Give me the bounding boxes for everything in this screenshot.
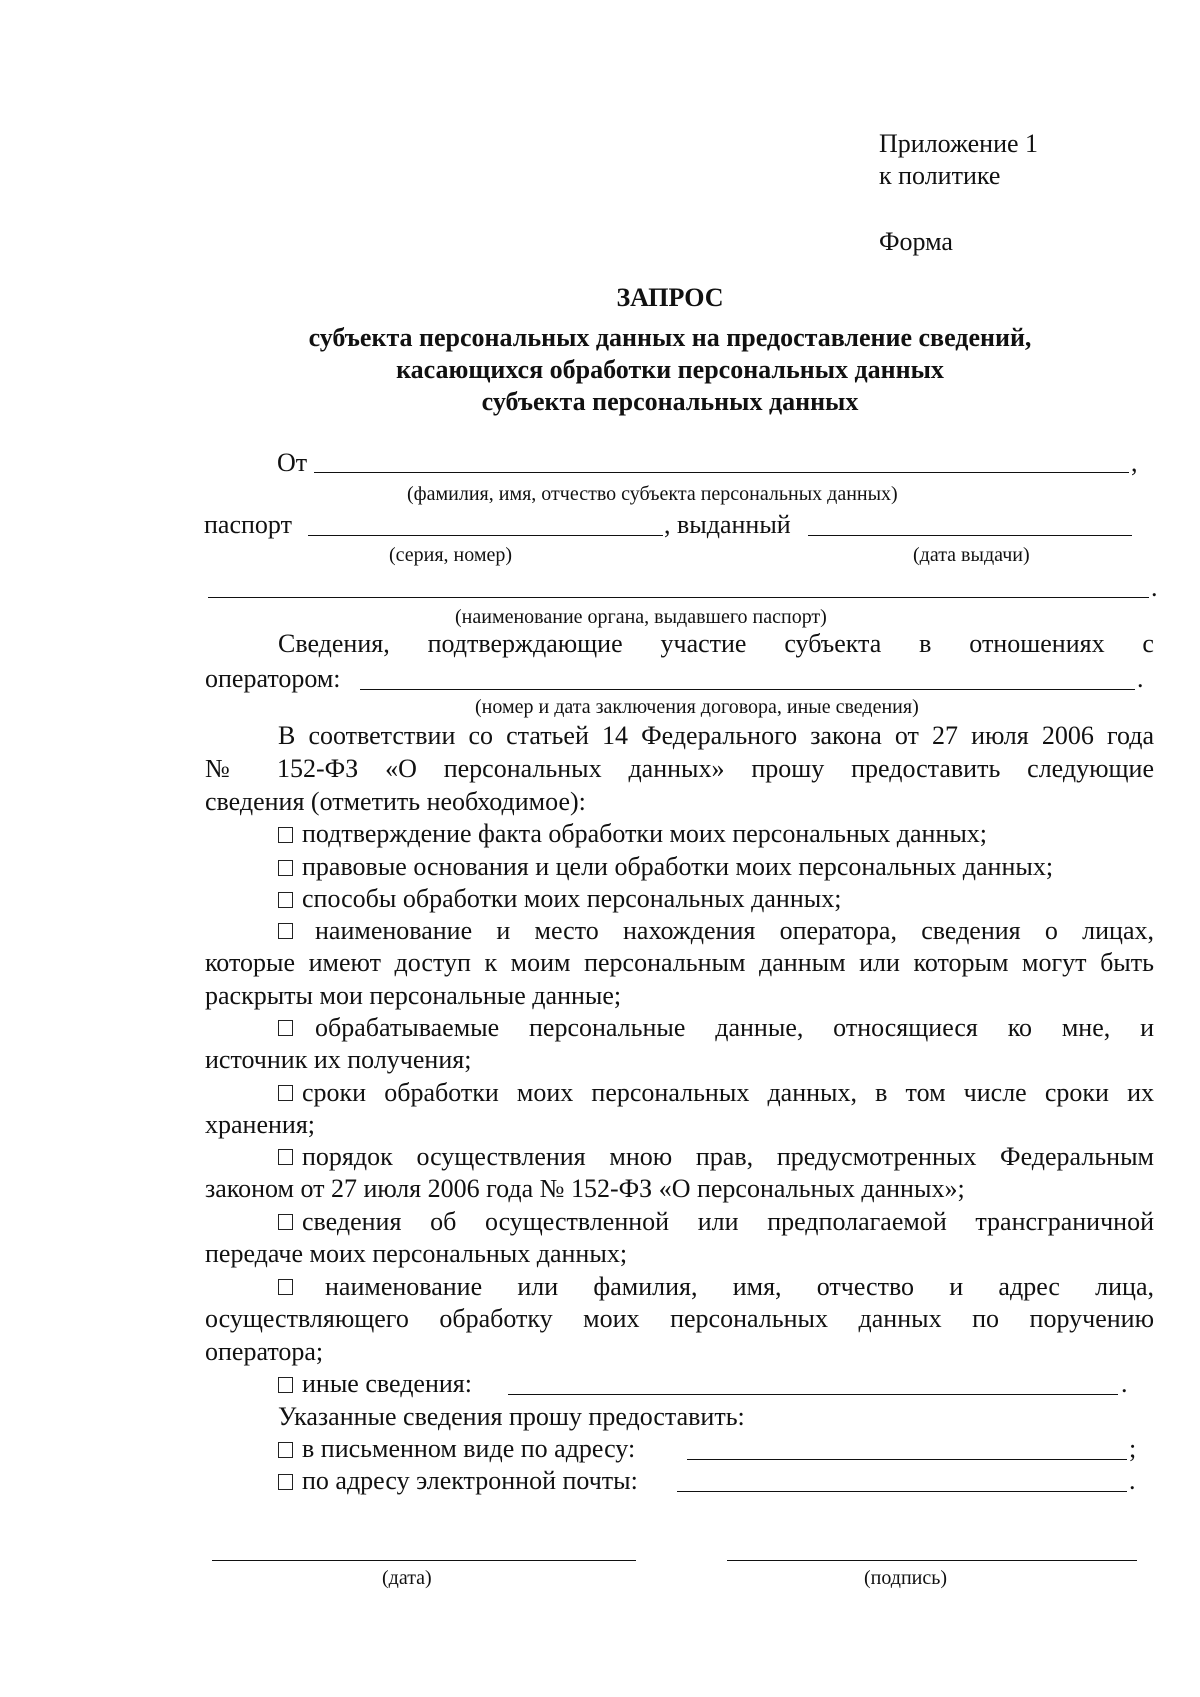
option-label: наименование и место нахождения оператора, сведения о лицах, bbox=[315, 916, 1154, 945]
policy-label: к политике bbox=[879, 161, 1001, 190]
option-label: сведения об осуществленной или предполагаемой трансграничной bbox=[302, 1207, 1154, 1236]
passport-issuer-hint: (наименование органа, выдавшего паспорт) bbox=[455, 606, 827, 628]
intro-line-1: В соответствии со статьей 14 Федерального закона от 27 июля 2006 года bbox=[278, 721, 1154, 750]
option-label: порядок осуществления мною прав, предусмотренных Федеральным bbox=[302, 1142, 1154, 1171]
checkbox[interactable] bbox=[278, 1085, 293, 1101]
other-info-end: . bbox=[1121, 1369, 1128, 1398]
option-label: иные сведения: bbox=[302, 1369, 472, 1398]
intro-line-3: сведения (отметить необходимое): bbox=[205, 787, 586, 816]
checkbox[interactable] bbox=[278, 923, 293, 939]
option-processed-data-line-2: источник их получения; bbox=[205, 1045, 472, 1074]
from-name-field[interactable] bbox=[314, 472, 1129, 473]
checkbox[interactable] bbox=[278, 1377, 293, 1393]
passport-issuer-end: . bbox=[1151, 573, 1158, 602]
option-terms[interactable] bbox=[278, 1077, 1154, 1109]
passport-series-field[interactable] bbox=[308, 535, 663, 536]
document-title: ЗАПРОС bbox=[616, 283, 724, 312]
option-terms-line-2: хранения; bbox=[205, 1110, 316, 1139]
passport-date-field[interactable] bbox=[808, 535, 1132, 536]
operator-info-end: . bbox=[1137, 664, 1144, 693]
participation-word: участие bbox=[660, 629, 747, 658]
signature-hint: (подпись) bbox=[864, 1567, 948, 1589]
option-cross-border-line-2: передаче моих персональных данных; bbox=[205, 1239, 628, 1268]
passport-issuer-field[interactable] bbox=[208, 597, 1149, 598]
option-processor-line-3: оператора; bbox=[205, 1337, 324, 1366]
email-address-field[interactable] bbox=[677, 1491, 1127, 1492]
document-subtitle-line-2: касающихся обработки персональных данных bbox=[396, 355, 944, 384]
passport-issued-label: , выданный bbox=[664, 510, 791, 539]
option-cross-border[interactable] bbox=[278, 1206, 1154, 1238]
participation-word: Сведения, bbox=[278, 629, 390, 658]
option-confirmation[interactable] bbox=[278, 818, 987, 850]
option-label: подтверждение факта обработки моих персональных данных; bbox=[302, 819, 988, 848]
checkbox[interactable] bbox=[278, 860, 293, 876]
option-processor[interactable] bbox=[278, 1271, 1154, 1303]
participation-line-1 bbox=[278, 628, 1154, 660]
option-label: способы обработки моих персональных данных; bbox=[302, 884, 842, 913]
postal-address-end: ; bbox=[1129, 1434, 1137, 1463]
option-label: в письменном виде по адресу: bbox=[302, 1434, 636, 1463]
passport-label: паспорт bbox=[204, 510, 292, 539]
appendix-label: Приложение 1 bbox=[879, 129, 1039, 158]
checkbox[interactable] bbox=[278, 892, 293, 908]
option-methods[interactable] bbox=[278, 883, 841, 915]
option-label: сроки обработки моих персональных данных, в том числе сроки их bbox=[302, 1078, 1154, 1107]
option-operator-line-2: которые имеют доступ к моим персональным данным или которым могут быть bbox=[205, 948, 1154, 977]
option-label: по адресу электронной почты: bbox=[302, 1466, 638, 1495]
participation-word: подтверждающие bbox=[427, 629, 623, 658]
option-rights[interactable] bbox=[278, 1141, 1154, 1173]
option-operator[interactable] bbox=[278, 915, 1154, 947]
date-field[interactable] bbox=[212, 1560, 636, 1561]
checkbox[interactable] bbox=[278, 1442, 293, 1458]
participation-word: отношениях bbox=[969, 629, 1105, 658]
from-label: От bbox=[277, 448, 308, 477]
checkbox[interactable] bbox=[278, 1214, 293, 1230]
signature-field[interactable] bbox=[727, 1560, 1137, 1561]
checkbox[interactable] bbox=[278, 1149, 293, 1165]
passport-series-hint: (серия, номер) bbox=[389, 544, 513, 566]
option-processor-line-2: осуществляющего обработку моих персональных данных по поручению bbox=[205, 1304, 1154, 1333]
option-processed-data[interactable] bbox=[278, 1012, 1154, 1044]
checkbox[interactable] bbox=[278, 1474, 293, 1490]
checkbox[interactable] bbox=[278, 827, 293, 843]
email-address-end: . bbox=[1129, 1466, 1136, 1495]
operator-info-field[interactable] bbox=[360, 689, 1135, 690]
passport-date-hint: (дата выдачи) bbox=[913, 544, 1030, 566]
option-label: правовые основания и цели обработки моих персональных данных; bbox=[302, 852, 1054, 881]
option-written[interactable] bbox=[278, 1433, 635, 1465]
postal-address-field[interactable] bbox=[687, 1459, 1127, 1460]
participation-word: в bbox=[919, 629, 932, 658]
option-label: наименование или фамилия, имя, отчество и адрес лица, bbox=[325, 1272, 1154, 1301]
option-other[interactable] bbox=[278, 1368, 472, 1400]
intro-line-2: № 152-ФЗ «О персональных данных» прошу предоставить следующие bbox=[205, 754, 1154, 783]
from-hint: (фамилия, имя, отчество субъекта персональных данных) bbox=[407, 483, 898, 505]
checkbox[interactable] bbox=[278, 1020, 293, 1036]
date-hint: (дата) bbox=[382, 1567, 432, 1589]
operator-info-hint: (номер и дата заключения договора, иные сведения) bbox=[475, 696, 919, 718]
option-legal-basis[interactable] bbox=[278, 851, 1053, 883]
other-info-field[interactable] bbox=[508, 1394, 1118, 1395]
form-label: Форма bbox=[879, 227, 953, 256]
document-subtitle-line-3: субъекта персональных данных bbox=[481, 387, 859, 416]
option-label: обрабатываемые персональные данные, относящиеся ко мне, и bbox=[315, 1013, 1154, 1042]
checkbox[interactable] bbox=[278, 1279, 293, 1295]
option-rights-line-2: законом от 27 июля 2006 года № 152-ФЗ «О персональных данных»; bbox=[205, 1174, 965, 1203]
option-email[interactable] bbox=[278, 1465, 638, 1497]
option-operator-line-3: раскрыты мои персональные данные; bbox=[205, 981, 622, 1010]
participation-word: субъекта bbox=[784, 629, 882, 658]
from-end-comma: , bbox=[1131, 448, 1138, 477]
participation-word: с bbox=[1142, 629, 1154, 658]
operator-label: оператором: bbox=[205, 664, 341, 693]
document-subtitle-line-1: субъекта персональных данных на предоставление сведений, bbox=[308, 323, 1032, 352]
delivery-heading: Указанные сведения прошу предоставить: bbox=[278, 1402, 745, 1431]
